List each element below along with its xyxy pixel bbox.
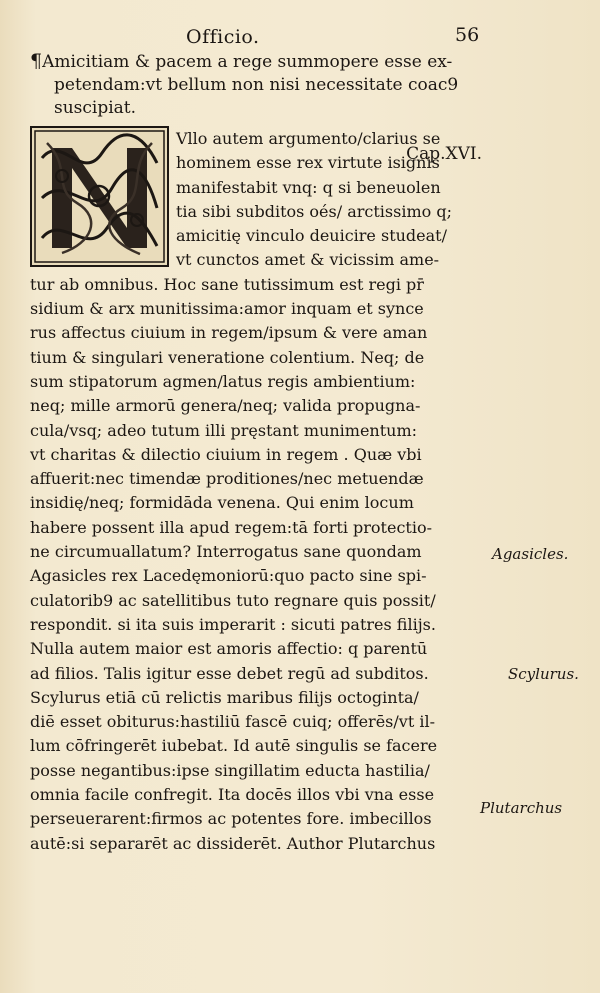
text-line: Vllo autem argumento/clarius se <box>176 129 441 148</box>
body-text <box>30 127 510 856</box>
text-line: habere possent illa apud regem:tā forti protectio- <box>30 517 432 537</box>
text-line: amicitię vinculo deuicire studeat/ <box>176 226 447 246</box>
text-line: tia sibi subditos oés/ arctissimo q; <box>176 201 452 221</box>
text-line: neq; mille armorū genera/neq; valida propugna- <box>30 396 421 416</box>
margin-note: Agasicles. <box>492 545 569 563</box>
text-line: Agasicles rex Lacedęmoniorū:quo pacto sine spi- <box>30 566 427 586</box>
chapter-number: Cap.XVI. <box>406 144 482 164</box>
heading-line: ¶Amicitiam & pacem a rege summopere esse ex- <box>30 50 453 72</box>
text-line: affuerit:nec timendæ proditiones/nec metuendæ <box>30 469 424 489</box>
running-head: Officio. <box>186 26 260 48</box>
text-line: vt charitas & dilectio ciuium in regem . Quæ vbi <box>30 444 422 464</box>
text-line: respondit. si ita suis imperarit : sicuti patres filijs. <box>30 614 436 634</box>
text-line: rus affectus ciuium in regem/ipsum & vere aman <box>30 323 428 343</box>
heading-line: suscipiat. Cap.XVI. <box>54 98 482 164</box>
text-line: vt cunctos amet & vicissim ame- <box>176 250 440 270</box>
text-line: autē:si separarēt ac dissiderēt. Author Plutarchus <box>30 833 436 853</box>
pilcrow-icon: ¶ <box>30 50 43 72</box>
text-line: omnia facile confregit. Ita docēs illos vbi vna esse <box>30 785 435 805</box>
text-line: ad filios. Talis igitur esse debet regū ad subditos. <box>30 663 429 683</box>
text-line: Scylurus etiā cū relictis maribus filijs octoginta/ <box>30 687 419 707</box>
heading-line: petendam:vt bellum non nisi necessitate coac9 <box>54 75 459 95</box>
text-line: diē esset obiturus:hastiliū fascē cuiq; offerēs/vt il- <box>30 712 435 732</box>
text-line: tium & singulari veneratione colentium. Neq; de <box>30 347 425 367</box>
text-line: hominem esse rex virtute isignis <box>176 153 440 173</box>
text-line: lum cōfringerēt iubebat. Id autē singulis se facere <box>30 736 438 756</box>
text-line: cula/vsq; adeo tutum illi pręstant munimentum: <box>30 420 418 440</box>
text-line: sum stipatorum agmen/latus regis ambientium: <box>30 371 416 391</box>
text-line: ne circumuallatum? Interrogatus sane quondam <box>30 542 422 562</box>
margin-note: Plutarchus <box>480 799 563 817</box>
text-line: manifestabit vnq: q si beneuolen <box>176 177 441 197</box>
folio-number: 56 <box>455 24 480 46</box>
margin-note: Scylurus. <box>508 665 579 683</box>
text-line: tur ab omnibus. Hoc sane tutissimum est regi pr̄ <box>30 274 424 294</box>
text-line: perseuerarent:firmos ac potentes fore. imbecillos <box>30 809 432 829</box>
text-line: sidium & arx munitissima:amor inquam et synce <box>30 299 424 319</box>
text-line: culatorib9 ac satellitibus tuto regnare quis possit/ <box>30 590 436 610</box>
text-line: posse negantibus:ipse singillatim educta hastilia/ <box>30 760 430 780</box>
text-line: Nulla autem maior est amoris affectio: q parentū <box>30 639 428 659</box>
text-line: insidię/neq; formidāda venena. Qui enim locum <box>30 493 414 513</box>
